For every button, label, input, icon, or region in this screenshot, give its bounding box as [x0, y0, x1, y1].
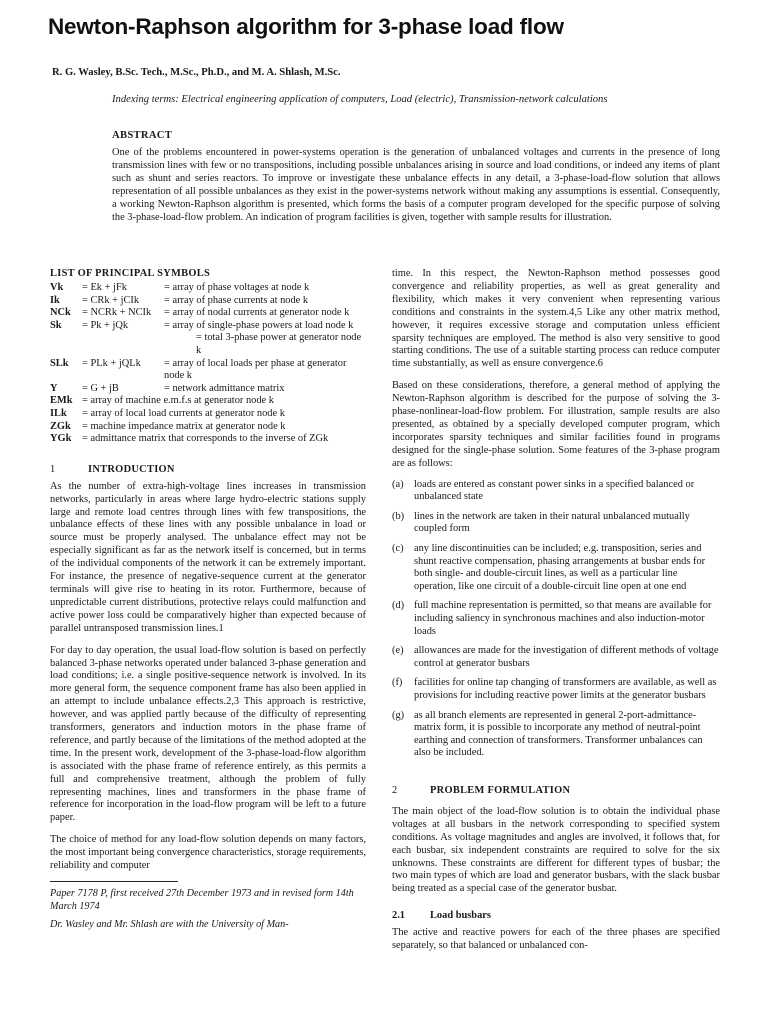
right-paragraph-2: Based on these considerations, therefore, a general method of applying the Newton-Raphson algorithm is described for the purpose of solving the 3-phase-nonlinear-load-flow problem. For illustration, sample results are also presented, as obtained by a specially developed computer program, which incorporates sparsity techniques and similar facilities found in programs designed for the single-phase solution. Some features of the 3-phase program are as follows: [392, 380, 720, 469]
feature-label: (b) [392, 510, 405, 522]
feature-item [392, 543, 720, 593]
right-column [392, 268, 720, 953]
symbol-definition: = Pk + jQk [82, 319, 129, 331]
paper-title: Newton-Raphson algorithm for 3-phase load flow [48, 14, 564, 39]
feature-text: as all branch elements are represented in general 2-port-admittance-matrix form, it is possible to incorporate any method of neutral-point earthing and connection of transformers. Transformer unbalances can also be included. [414, 709, 703, 759]
symbol-name [50, 332, 82, 357]
symbol-row [50, 408, 366, 421]
intro-paragraph-3: The choice of method for any load-flow solution depends on many factors, the most important being convergence characteristics, storage requirements, reliability and computer [50, 834, 366, 872]
symbol-row [50, 282, 366, 295]
symbol-name: ILk [50, 407, 67, 419]
symbol-name: EMk [50, 395, 73, 407]
symbol-row [50, 421, 366, 434]
symbol-description: = total 3-phase power at generator node k [196, 332, 362, 356]
section-title: PROBLEM FORMULATION [430, 784, 571, 796]
symbol-row [50, 358, 366, 383]
symbol-description: = array of local loads per phase at generator node k [164, 357, 347, 382]
symbol-description: = network admittance matrix [164, 382, 285, 394]
symbol-definition: = G + jB [82, 382, 119, 394]
symbol-name: Ik [50, 294, 60, 306]
symbol-description: = array of nodal currents at generator node k [164, 307, 350, 319]
feature-item [392, 710, 720, 760]
problem-formulation-paragraph: The main object of the load-flow solution is to obtain the individual phase voltages at all busbars in the network corresponding to specified system conditions. As voltage magnitudes and angles are involved, it follows that, for each busbar, six independent constraints are required to solve for the six unknowns. These constraints are different for different types of busbar; the two main types of which are load and generator busbars, with the slack busbar being treated as a special case of the generator busbar. [392, 805, 720, 895]
symbol-name: Y [50, 382, 58, 394]
feature-text: lines in the network are taken in their natural unbalanced mutually coupled form [414, 510, 690, 535]
symbol-definition: = CRk + jCIk [82, 294, 140, 306]
symbol-description: = array of phase currents at node k [164, 294, 309, 306]
symbol-row [50, 395, 366, 408]
symbol-row [50, 320, 366, 333]
symbol-row [50, 295, 366, 308]
feature-item [392, 479, 720, 504]
symbol-row [50, 332, 366, 357]
feature-label: (c) [392, 542, 404, 554]
feature-text: allowances are made for the investigation of different methods of voltage control at generator busbars [414, 645, 719, 669]
symbol-description: = machine impedance matrix at generator node k [82, 420, 286, 432]
abstract-heading: ABSTRACT [112, 130, 173, 141]
symbol-description: = array of single-phase powers at load node k [164, 319, 354, 331]
subsection-heading [392, 910, 720, 921]
feature-label: (d) [392, 600, 405, 612]
symbol-row [50, 433, 366, 446]
load-busbars-paragraph: The active and reactive powers for each of the three phases are specified separately, so that balanced or unbalanced con- [392, 927, 720, 952]
footnote-affiliation: Dr. Wasley and Mr. Shlash are with the University of Man- [50, 919, 289, 931]
feature-text: any line discontinuities can be included; e.g. transposition, series and shunt reactive compensation, phasing arrangements at busbar ends for both single- and double-circuit lines, as well as a particular line operation, like one circuit of a double-circuit line open at one end [414, 542, 706, 592]
symbol-description: = array of local load currents at generator node k [82, 407, 285, 419]
feature-text: loads are entered as constant power sinks in a specified balanced or unbalanced state [414, 478, 695, 503]
symbol-definition: = Ek + jFk [82, 282, 127, 293]
feature-item [392, 600, 720, 638]
feature-text: full machine representation is permitted, so that means are available for including saliency in synchronous machines and also induction-motor loads [414, 600, 712, 637]
symbol-definition: = PLk + jQLk [82, 357, 141, 369]
section-number: 2 [392, 784, 398, 796]
symbol-name: SLk [50, 357, 69, 369]
symbol-description: = admittance matrix that corresponds to the inverse of ZGk [82, 433, 329, 445]
left-column [50, 268, 366, 932]
symbol-name: Sk [50, 319, 62, 331]
footnote-divider [50, 881, 178, 882]
abstract-text: One of the problems encountered in power-systems operation is the generation of unbalanced voltages and currents in the presence of long transmission lines with few or no transpositions, including possible unbalances arising in source and load conditions, or indeed any items of plant such as shunt and series reactors. To improve or investigate these unbalance effects in any detail, a 3-phase-load-flow solution that allows representation of all possible unbalances as they exist in the power-systems network without making any assumptions is essential. Consequently, a working Newton-Raphson algorithm is presented, which forms the basis of a computer program developed for the specific purpose of solving the 3-phase-load-flow problem. An indication of program facilities is given, together with sample results for illustration. [112, 147, 720, 223]
footnote-received: Paper 7178 P, first received 27th December 1973 and in revised form 14th March 1974 [50, 888, 354, 912]
subsection-title: Load busbars [430, 910, 491, 922]
symbol-name: ZGk [50, 420, 71, 432]
symbols-heading: LIST OF PRINCIPAL SYMBOLS [50, 268, 211, 279]
feature-item [392, 511, 720, 536]
symbol-description: = array of phase voltages at node k [164, 282, 310, 293]
right-paragraph-1: time. In this respect, the Newton-Raphson method possesses good convergence and reliability properties, as well as great generality and flexibility, which makes it very convenient when representing various conditions and constraints in the system.4,5 Like any other matrix method, however, it requires excessive storage and computation unless efficient sparsity techniques are employed. The method is also very sensitive to good starting conditions. The use of a suitable starting process can reduce computer time substantially, as well as ensure convergence.6 [392, 268, 720, 370]
symbol-name: Vk [50, 282, 64, 293]
intro-paragraph-2: For day to day operation, the usual load-flow solution is based on perfectly balanced 3-phase networks operated under balanced 3-phase generation and load conditions; i.e. a single positive-sequence network is involved. In its more general form, the sequence component frame has also been applied in an attempt to include unbalance effects.2,3 This approach is restrictive, however, and was applied partly because of the difficulty of representing transformers, generators and induction motors in the phase frame of reference, and partly because of the limitations of the method adopted at the time. In the present work, development of the 3-phase-load-flow algorithm is associated with the phase frame of reference entirely, as this permits a full and comprehensive treatment, although the problem of fully representing machines, lines and transformers in the phase frame of reference for incorporation in the load-flow program will be left to a future paper. [50, 644, 366, 824]
section-number: 1 [50, 463, 56, 475]
feature-item [392, 677, 720, 702]
feature-text: facilities for online tap changing of transformers are available, as well as provisions for including reactive power limits at the generator busbars [414, 677, 717, 701]
feature-label: (g) [392, 709, 405, 721]
symbols-list [50, 282, 366, 446]
symbol-name: NCk [50, 307, 71, 319]
subsection-number: 2.1 [392, 910, 405, 922]
feature-label: (f) [392, 677, 403, 689]
author-line: R. G. Wasley, B.Sc. Tech., M.Sc., Ph.D., and M. A. Shlash, M.Sc. [52, 67, 341, 78]
feature-list [392, 479, 720, 760]
symbol-row [50, 383, 366, 396]
feature-label: (e) [392, 645, 404, 657]
feature-label: (a) [392, 478, 404, 490]
feature-item [392, 645, 720, 670]
symbol-name: YGk [50, 433, 72, 445]
indexing-terms: Indexing terms: Electrical engineering application of computers, Load (electric), Transmission-network calculations [112, 94, 608, 105]
symbol-row [50, 307, 366, 320]
section-heading [50, 464, 366, 475]
intro-paragraph-1: As the number of extra-high-voltage lines increases in transmission networks, particularly in areas where large hydro-electric stations supply large and remote load centres through lines with few transpositions, the unbalance effects of these lines with any possible unbalance in load or source must be properly analysed. The unbalance effect may not be especially significant as far as the network itself is concerned, but in terms of the individual components of the network it can be extremely important. For instance, the presence of negative-sequence current at the generator terminals will give rise to heating in its rotor. Furthermore, because of unpredictable current distributions, protective relays could malfunction and active power loss could be comparatively higher than expected because of parallel untransposed transmission lines.1 [50, 480, 366, 634]
section-heading [392, 785, 720, 796]
symbol-description: = array of machine e.m.f.s at generator node k [82, 395, 274, 407]
section-title: INTRODUCTION [88, 463, 175, 475]
symbol-definition: = NCRk + NCIk [82, 307, 152, 319]
